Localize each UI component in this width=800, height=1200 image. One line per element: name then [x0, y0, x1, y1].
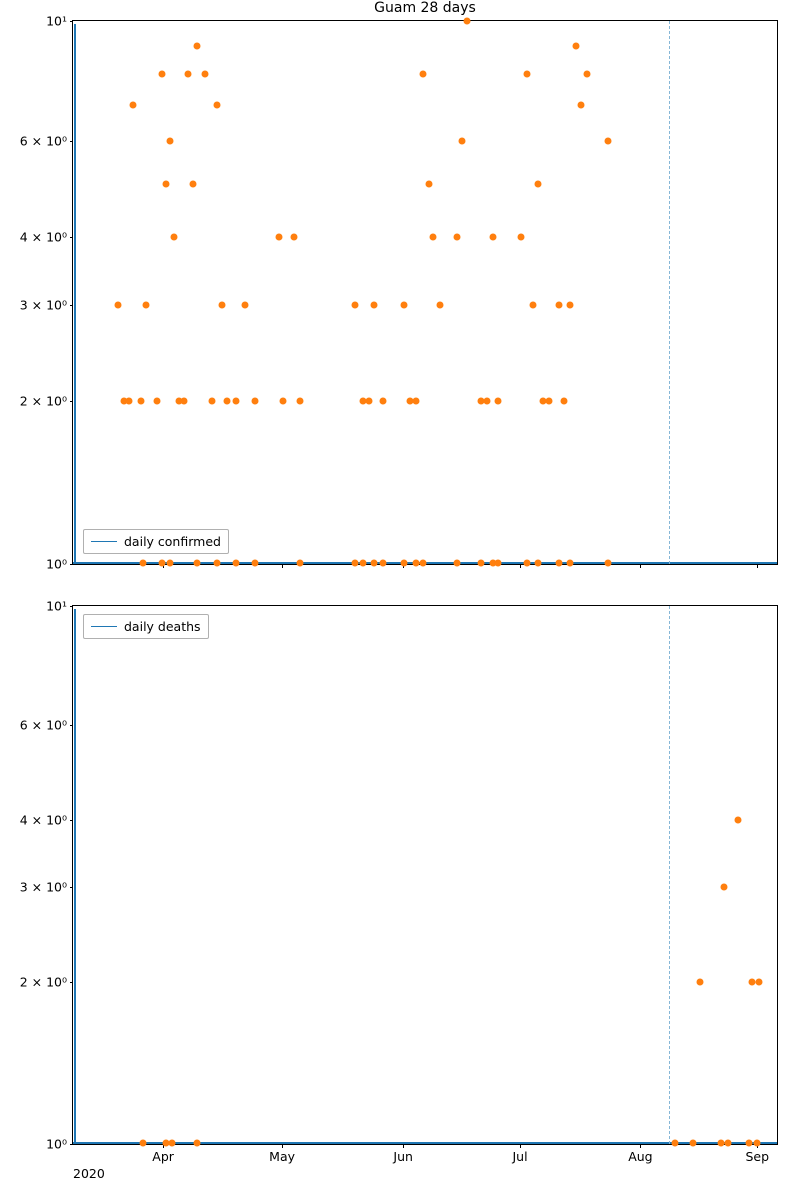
y-axis-tick	[70, 606, 74, 607]
data-point	[280, 397, 287, 404]
data-point-baseline	[370, 560, 377, 567]
y-axis-tick-label: 10⁰	[46, 556, 67, 572]
y-axis-tick	[70, 820, 74, 821]
data-point	[162, 181, 169, 188]
data-point	[115, 301, 122, 308]
data-point	[529, 301, 536, 308]
data-point	[489, 234, 496, 241]
data-point	[296, 397, 303, 404]
y-axis-tick-label: 3 × 10⁰	[19, 297, 67, 313]
data-point	[129, 102, 136, 109]
x-axis-tick	[757, 564, 758, 568]
data-point	[535, 181, 542, 188]
data-point-baseline	[193, 1140, 200, 1147]
y-axis-tick	[70, 237, 74, 238]
legend-line-icon	[91, 626, 117, 627]
data-point	[214, 102, 221, 109]
y-axis-tick	[70, 982, 74, 983]
y-axis-tick	[70, 725, 74, 726]
data-point	[143, 301, 150, 308]
annotation-vline-28-days	[669, 606, 670, 1144]
x-axis-tick-label: Aug	[628, 1149, 653, 1164]
data-point	[453, 234, 460, 241]
y-axis-tick	[70, 21, 74, 22]
y-axis-tick	[70, 887, 74, 888]
annotation-vline-28-days	[669, 21, 670, 564]
data-point	[545, 397, 552, 404]
data-point-baseline	[232, 560, 239, 567]
x-axis-tick-label: May	[269, 1149, 295, 1164]
data-point-baseline	[478, 560, 485, 567]
data-point	[252, 397, 259, 404]
x-axis-tick-label: Jun	[393, 1149, 413, 1164]
data-point	[400, 301, 407, 308]
data-point-baseline	[717, 1140, 724, 1147]
y-axis-tick-label: 4 × 10⁰	[19, 812, 67, 828]
data-point	[524, 70, 531, 77]
data-point-baseline	[168, 1140, 175, 1147]
plot-area-top	[19, 13, 777, 572]
data-point	[430, 234, 437, 241]
data-point-baseline	[567, 560, 574, 567]
data-point-baseline	[754, 1140, 761, 1147]
data-point	[242, 301, 249, 308]
y-axis-tick	[70, 401, 74, 402]
data-point-baseline	[140, 560, 147, 567]
data-point-baseline	[214, 560, 221, 567]
chart-panel-bottom	[19, 598, 778, 1181]
data-point	[137, 397, 144, 404]
x-axis-tick	[640, 564, 641, 568]
series-line-spike	[74, 24, 76, 564]
data-point	[412, 397, 419, 404]
data-point	[370, 301, 377, 308]
data-point-baseline	[158, 560, 165, 567]
legend-label-daily-confirmed: daily confirmed	[124, 534, 221, 549]
data-point	[572, 42, 579, 49]
x-axis-tick	[520, 1144, 521, 1148]
data-point-baseline	[140, 1140, 147, 1147]
legend-top[interactable]	[83, 529, 229, 554]
page-title: Guam 28 days	[374, 0, 476, 16]
y-axis-tick-label: 2 × 10⁰	[19, 393, 67, 409]
data-point	[555, 301, 562, 308]
data-point-baseline	[453, 560, 460, 567]
data-point	[458, 138, 465, 145]
data-point-baseline	[167, 560, 174, 567]
plot-area-bottom	[19, 598, 777, 1181]
legend-label-daily-deaths: daily deaths	[124, 619, 201, 634]
data-point	[291, 234, 298, 241]
data-point	[208, 397, 215, 404]
x-axis-tick	[282, 564, 283, 568]
data-point	[605, 138, 612, 145]
data-point	[749, 979, 756, 986]
chart-panel-top	[19, 0, 778, 572]
data-point	[696, 979, 703, 986]
data-point-baseline	[412, 560, 419, 567]
y-axis-tick-label: 2 × 10⁰	[19, 974, 67, 990]
y-axis-tick	[70, 305, 74, 306]
data-point-baseline	[296, 560, 303, 567]
x-axis-tick-label: Jul	[512, 1149, 528, 1164]
data-point	[125, 397, 132, 404]
data-point	[483, 397, 490, 404]
data-point	[154, 397, 161, 404]
data-point	[219, 301, 226, 308]
data-point-baseline	[252, 560, 259, 567]
data-point	[224, 397, 231, 404]
x-axis-tick	[520, 564, 521, 568]
data-point	[578, 102, 585, 109]
data-point	[721, 884, 728, 891]
data-point-baseline	[724, 1140, 731, 1147]
data-point	[167, 138, 174, 145]
data-point	[181, 397, 188, 404]
data-point-baseline	[535, 560, 542, 567]
legend-bottom[interactable]	[83, 614, 209, 639]
y-axis-tick	[70, 141, 74, 142]
data-point-baseline	[745, 1140, 752, 1147]
data-point	[561, 397, 568, 404]
data-point	[275, 234, 282, 241]
data-point	[185, 70, 192, 77]
x-axis-tick-label: Apr	[152, 1149, 174, 1164]
data-point-baseline	[671, 1140, 678, 1147]
data-point	[351, 301, 358, 308]
legend-line-icon	[91, 541, 117, 542]
data-point	[436, 301, 443, 308]
data-point	[171, 234, 178, 241]
data-point	[189, 181, 196, 188]
y-axis-tick-label: 10¹	[46, 598, 67, 614]
data-point	[365, 397, 372, 404]
y-axis-tick	[70, 1144, 74, 1145]
y-axis-tick-label: 10⁰	[46, 1136, 67, 1152]
data-point-baseline	[524, 560, 531, 567]
data-point-baseline	[400, 560, 407, 567]
y-axis-tick-label: 6 × 10⁰	[19, 717, 67, 733]
data-point	[202, 70, 209, 77]
x-axis-tick	[282, 1144, 283, 1148]
y-axis-tick-label: 10¹	[46, 13, 67, 29]
series-line-spike	[74, 609, 76, 1144]
data-point	[232, 397, 239, 404]
y-axis-tick-label: 3 × 10⁰	[19, 879, 67, 895]
data-point-baseline	[419, 560, 426, 567]
data-point-baseline	[351, 560, 358, 567]
data-point-baseline	[555, 560, 562, 567]
data-point	[495, 397, 502, 404]
data-point-baseline	[379, 560, 386, 567]
data-point	[583, 70, 590, 77]
data-point	[464, 18, 471, 25]
data-point	[425, 181, 432, 188]
x-axis-tick	[403, 1144, 404, 1148]
data-point-baseline	[495, 560, 502, 567]
data-point	[567, 301, 574, 308]
data-point	[419, 70, 426, 77]
data-point-baseline	[689, 1140, 696, 1147]
y-axis-tick	[70, 564, 74, 565]
data-point-baseline	[360, 560, 367, 567]
x-axis-tick	[640, 1144, 641, 1148]
data-point-baseline	[605, 560, 612, 567]
data-point	[379, 397, 386, 404]
data-point	[158, 70, 165, 77]
data-point	[518, 234, 525, 241]
y-axis-tick-label: 6 × 10⁰	[19, 133, 67, 149]
y-axis-tick-label: 4 × 10⁰	[19, 229, 67, 245]
x-axis-tick-label: Sep	[745, 1149, 770, 1164]
data-point	[756, 979, 763, 986]
data-point	[193, 42, 200, 49]
x-axis-year-label: 2020	[73, 1166, 105, 1181]
data-point	[735, 817, 742, 824]
data-point-baseline	[193, 560, 200, 567]
